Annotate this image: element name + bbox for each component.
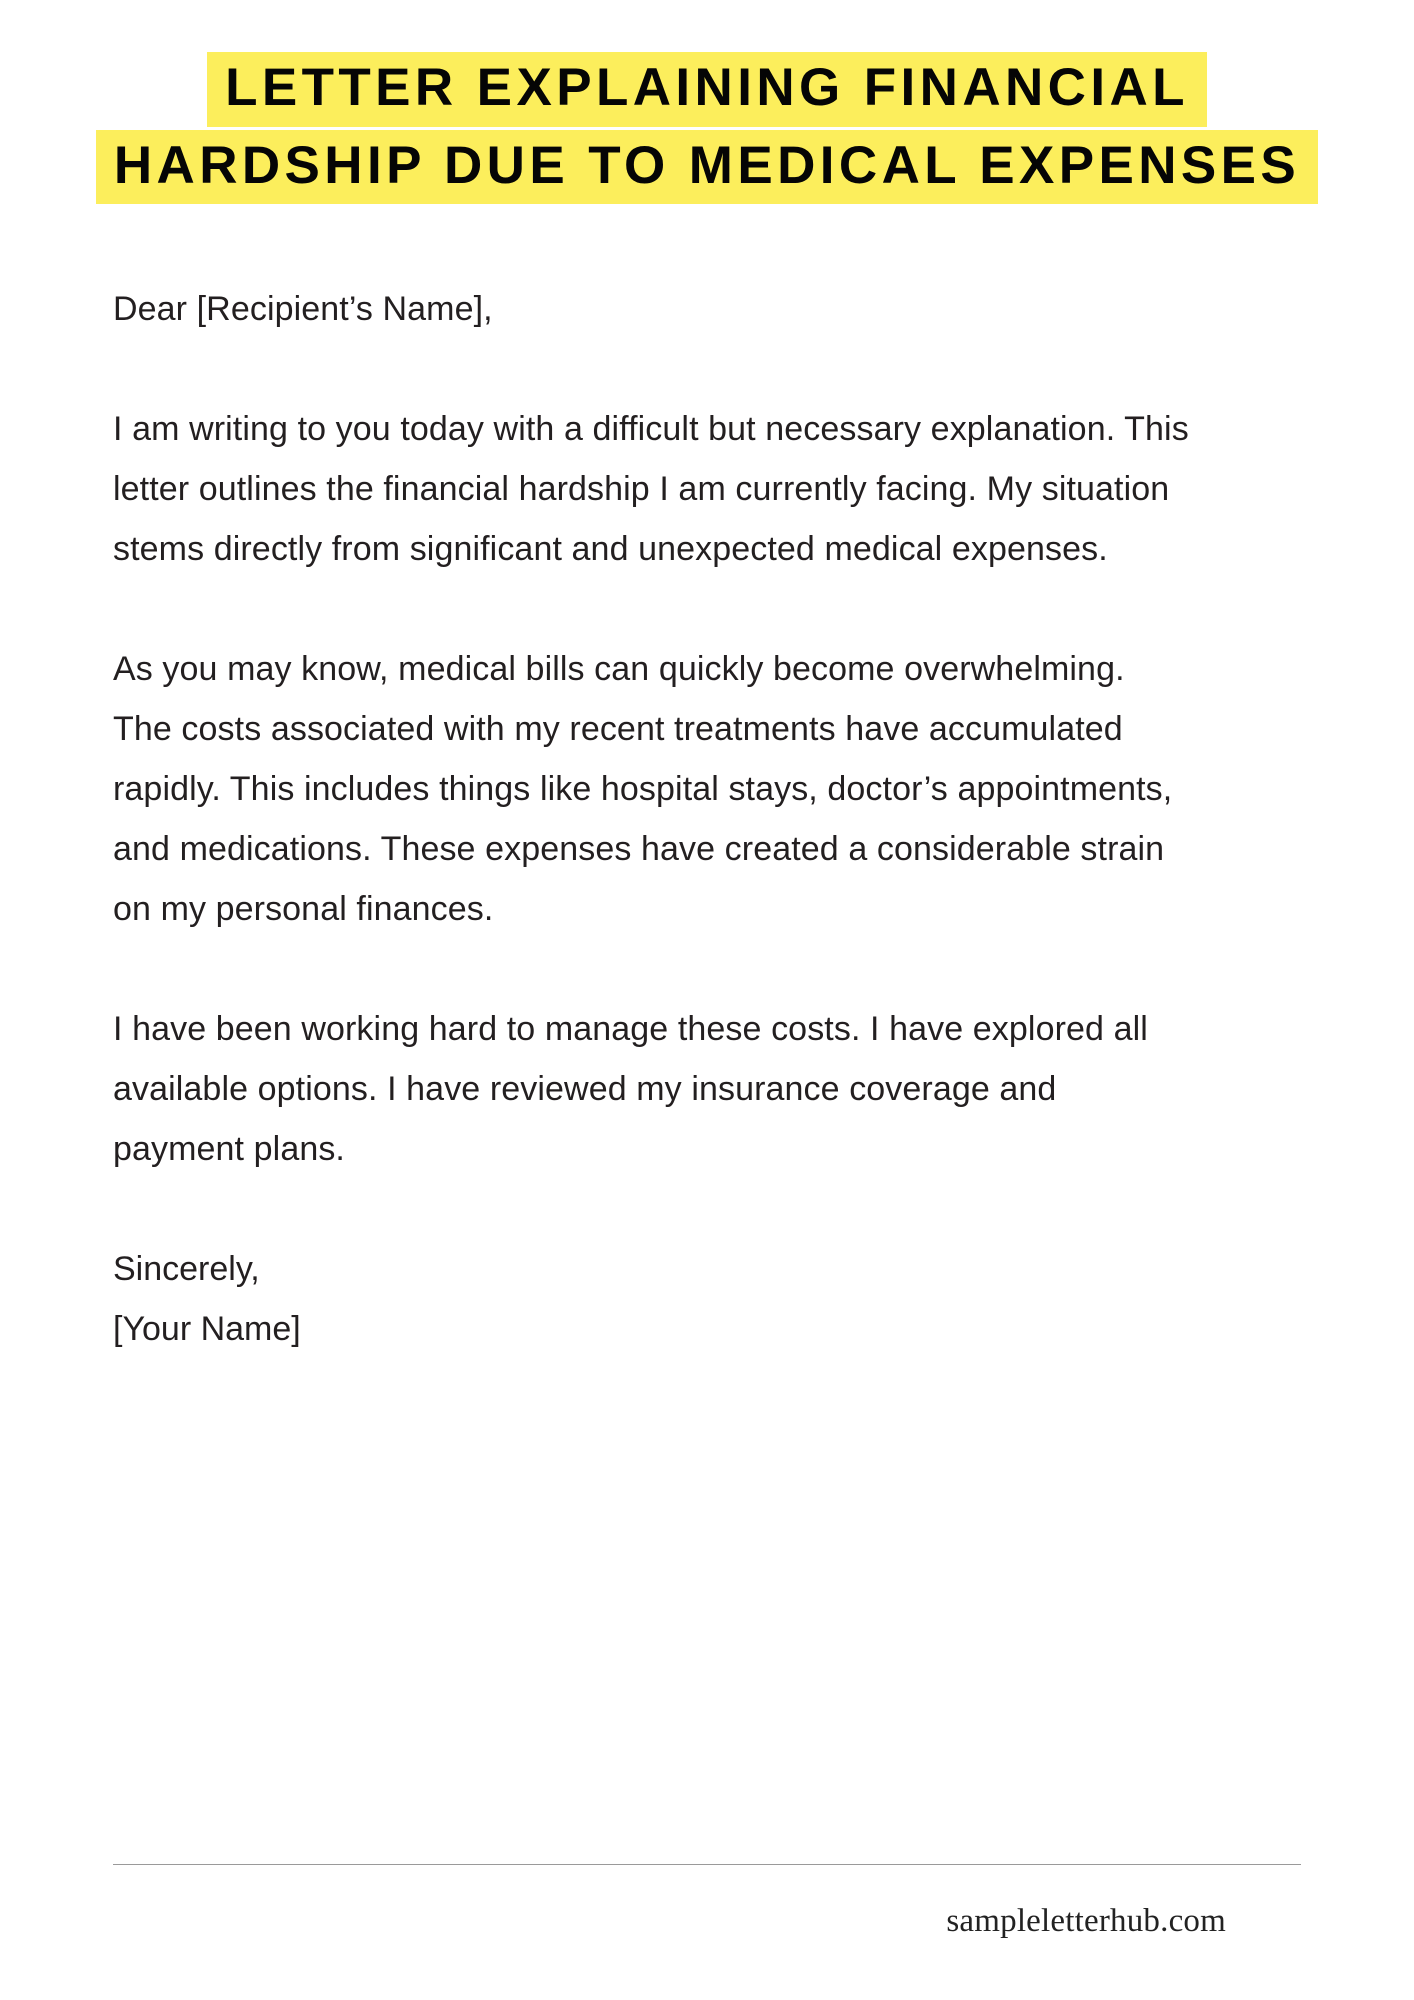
letter-body [113,279,1191,1359]
signature-name: [Your Name] [113,1310,301,1348]
footer [113,1864,1301,1940]
salutation: Dear [Recipient’s Name], [113,290,493,328]
title-line-1: LETTER EXPLAINING FINANCIAL [207,52,1207,127]
paragraph-3: I have been working hard to manage these costs. I have explored all available options. I have reviewed my insurance coverage and payment plans. [113,1010,1148,1168]
paragraph-2: As you may know, medical bills can quickly become overwhelming. The costs associated with my recent treatments have accumulated rapidly. This includes things like hospital stays, doctor’s appointments, and medications. These expenses have created a considerable strain on my personal finances. [113,650,1173,928]
paragraph-1: I am writing to you today with a difficult but necessary explanation. This letter outlines the financial hardship I am currently facing. My situation stems directly from significant and unexpected medical expenses. [113,410,1189,568]
page-title [0,0,1414,204]
title-line-2: HARDSHIP DUE TO MEDICAL EXPENSES [96,130,1318,205]
footer-divider [113,1864,1301,1865]
footer-website: sampleletterhub.com [946,1903,1226,1939]
closing-line: Sincerely, [113,1250,260,1288]
